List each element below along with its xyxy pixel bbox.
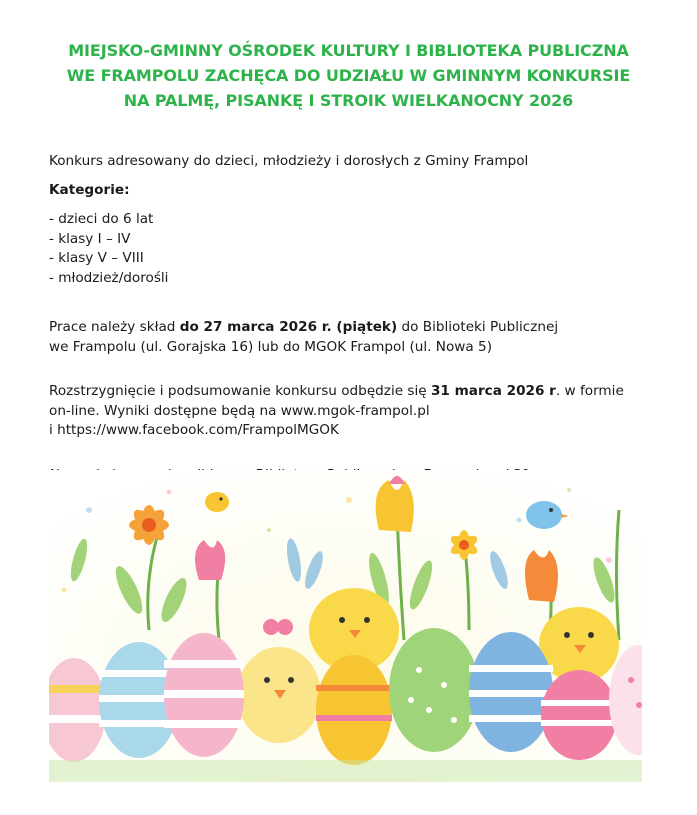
categories-list bbox=[49, 210, 168, 288]
results-date: 31 marca 2026 r bbox=[430, 383, 556, 399]
results-facebook: i https://www.facebook.com/FrampolMGOK bbox=[49, 422, 339, 438]
small-bird-icon bbox=[205, 492, 229, 512]
submission-pre: Prace należy skład bbox=[49, 319, 180, 335]
easter-egg-icon bbox=[541, 670, 617, 760]
results-website: on-line. Wyniki dostępne będą na www.mgok-frampol.pl bbox=[49, 402, 430, 419]
orange-tulip-icon bbox=[525, 550, 558, 602]
category-item: - klasy V – VIII bbox=[49, 250, 144, 266]
easter-egg-icon bbox=[469, 632, 553, 752]
submission-address: we Frampolu (ul. Gorajska 16) lub do MGOK Frampol (ul. Nowa 5) bbox=[49, 338, 493, 355]
orange-flower-icon bbox=[129, 505, 169, 545]
easter-egg-icon bbox=[164, 633, 244, 757]
category-item: - dzieci do 6 lat bbox=[49, 211, 154, 227]
category-item: - młodzież/dorośli bbox=[49, 269, 169, 286]
easter-egg-icon bbox=[389, 628, 479, 752]
results-post: . w formie bbox=[555, 383, 624, 399]
category-item: - klasy I – IV bbox=[49, 230, 131, 247]
intro-text: Konkurs adresowany do dzieci, młodzieży i dorosłych z Gminy Frampol bbox=[49, 153, 529, 169]
easter-illustration bbox=[49, 470, 642, 782]
title-line-2: WE FRAMPOLU ZACHĘCA DO UDZIAŁU W GMINNYM KONKURSIE bbox=[66, 66, 631, 85]
submission-post: do Biblioteki Publicznej bbox=[397, 319, 559, 335]
results-info bbox=[49, 382, 624, 441]
title-line-3: NA PALMĘ, PISANKĘ I STROIK WIELKANOCNY 2026 bbox=[123, 91, 574, 110]
results-pre: Rozstrzygnięcie i podsumowanie konkursu odbędzie się bbox=[49, 383, 431, 399]
easter-egg-icon bbox=[316, 655, 392, 765]
submission-info bbox=[49, 318, 558, 357]
categories-heading: Kategorie: bbox=[49, 182, 130, 198]
submission-deadline: do 27 marca 2026 r. (piątek) bbox=[179, 319, 398, 335]
title-line-1: MIEJSKO-GMINNY OŚRODEK KULTURY I BIBLIOTEKA PUBLICZNA bbox=[68, 41, 629, 60]
poster-title bbox=[0, 38, 697, 113]
